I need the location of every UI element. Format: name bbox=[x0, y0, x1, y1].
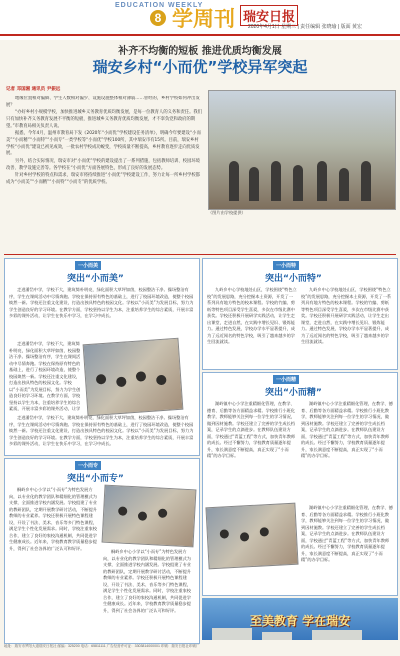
lead-paragraph: 另外，结合实际情况，瑞安市对“小而优”学校的建设提出了一系列措施，包括教师培训、校园环境改善、教学设施完善等。各学校在“小而优”方面各展特色，形成了良好的发展态势。 bbox=[6, 158, 200, 171]
section-text: 湖岭镇中心小学注重精细化管理，在教学、德育、后勤等各方面精益求精。学校推行小班化教学，教师能够关注到每一位学生的学习情况，做到因材施教。学校还建立了完善的学生成长档案，记录学生的点滴进步。在教师队伍建设方面，学校通过“青蓝工程”等方式，加快青年教师的成长。经过不懈努力，学校教育质量逐年提升，家长满意度不断提高，真正实现了“小而精”的办学目标。 bbox=[207, 401, 296, 458]
section-text-extra: 湖岭镇中心小学注重精细化管理，在教学、德育、后勤等各方面精益求精。学校推行小班化教学，教师能够关注到每一位学生的学习情况，做到因材施教。学校还建立了完善的学生成长档案，记录学生的点滴进步。在教师队伍建设方面，学校通过“青蓝工程”等方式，加快青年教师的成长。经过不懈努力，学校教育质量逐年提升，家长满意度不断提高，真正实现了“小而精”的办学目标。 bbox=[301, 505, 393, 562]
section-xiao-er-mei bbox=[4, 258, 200, 456]
edu-weekly-label: EDUCATION WEEKLY bbox=[115, 2, 204, 9]
section-xiao-er-jing bbox=[202, 372, 398, 596]
section-text-more: 九岭乡中心学校地处山区，学校围绕“特色立校”的发展思路，充分挖掘本土资源，开发了一系列具有地方特色的校本课程。学校的竹编、剪纸等特色项目深受学生喜爱，多次在市级比赛中获奖。学校还积极开展研学实践活动，让学生走出课堂，走进自然，在实践中增长见识、锻炼能力。通过特色发展，学校办学水平显著提升，成为了远近闻名的特色学校，吸引了越来越多的学生回流就读。 bbox=[301, 287, 392, 344]
section-tag: 一小而特 bbox=[273, 261, 299, 270]
section-heading: 突出“小而专” bbox=[67, 474, 124, 484]
lead-byline: 记者 邓国湘 通讯员 尹振远 bbox=[6, 87, 61, 92]
header-rule bbox=[0, 34, 400, 36]
students-photo bbox=[102, 485, 197, 548]
section-tag: 一小而美 bbox=[75, 261, 101, 270]
date-line: 2020年4月1日 星期三 | 责任编辑 张晓瑜 | 版面 黄宏 bbox=[248, 24, 363, 30]
page-footer: 地址：瑞安市罗阳大道瑞安日报社 邮编：325200 电话：65811111 广告经营许可证：3303814000001 印刷：瑞安日报社印刷厂 bbox=[4, 644, 200, 648]
section-text-more: 湖岭镇中心小学注重精细化管理，在教学、德育、后勤等各方面精益求精。学校推行小班化教学，教师能够关注到每一位学生的学习情况，做到因材施教。学校还建立了完善的学生成长档案，记录学生的点滴进步。在教师队伍建设方面，学校通过“青蓝工程”等方式，加快青年教师的成长。经过不懈努力，学校教育质量逐年提升，家长满意度不断提高，真正实现了“小而精”的办学目标。 bbox=[301, 401, 393, 458]
section-tag: 一小而专 bbox=[75, 461, 101, 470]
page-header bbox=[0, 0, 400, 40]
lead-paragraph: “办好乡村小规模学校，加快推进城乡义务教育优质均衡发展，是每一位教育人的义务和责任。我们只有加快补齐义务教育发展不平衡的短板，推进城乡义务教育优质均衡发展，才不辜负党和政府的期望。”市教育局相关负责人说。 bbox=[6, 110, 202, 129]
section-heading: 突出“小而美” bbox=[67, 274, 124, 284]
section-heading: 突出“小而特” bbox=[265, 274, 322, 284]
lead-paragraph: 针对乡村学校的特点和需求，瑞安市将持续推进“小而优”学校建设工作，努力让每一所乡村学校都成为“小而美”“小而精”“小而特”“小而专”的优质学校。 bbox=[6, 173, 200, 185]
lead-article bbox=[6, 96, 202, 254]
section-xiao-er-te bbox=[202, 258, 398, 370]
section-tag: 一小而精 bbox=[273, 375, 299, 384]
banner-slogan: 至美教育 学在瑞安 bbox=[249, 614, 351, 628]
sub-headline: 补齐不均衡的短板 推进优质均衡发展 bbox=[118, 46, 282, 57]
classroom-photo bbox=[83, 338, 184, 417]
page-number-badge: 8 bbox=[150, 10, 166, 26]
activity-photo bbox=[205, 503, 298, 570]
section-title: 学周刊 bbox=[172, 7, 235, 31]
section-heading: 突出“小而精” bbox=[265, 388, 322, 398]
section-text-side: 走进潘岱中学，学校不大，建筑简朴明亮，绿化面积大草坪如茵，校园整洁干净。操场整洁有序，学生在课间活动中尽情奔跑。学校在保持原有特色的基础上，进行了校园环境改造，使整个校园焕然一新。学校还注重文化建设，打造出独具特色的校园文化。学校以“小而美”为发展目标，努力为学生创造良好的学习环境。在教学方面，学校坚持以学生为本，注重培养学生的综合素质，开展丰富多彩的课外活动，让学 bbox=[9, 341, 81, 411]
section-text-more: 桐岭乡中心小学以“小而专”为特色发展方向，以专业化的教学团队和精细化的管理模式为支撑，全面推进学校内涵发展。学校组建了专业的教研团队，定期开展教学研讨活动，不断提升教师的专业素养。学校还积极开展特色课程建设，开设了书法、美术、音乐等多门特色课程，满足学生个性化发展需求。同时，学校注重家校合作，建立了良好的家校沟通机制，共同促进学生健康成长。近年来，学校教育教学质量稳步提升，得到了社会各界的广泛认可和好评。 bbox=[103, 549, 191, 613]
section-divider bbox=[4, 254, 396, 255]
main-headline: 瑞安乡村“小而优”学校异军突起 bbox=[92, 58, 308, 76]
section-text: 走进潘岱中学，学校不大，建筑简朴明亮，绿化面积大草坪如茵，校园整洁干净。操场整洁有序，学生在课间活动中尽情奔跑。学校在保持原有特色的基础上，进行了校园环境改造，使整个校园焕然一新。学校还注重文化建设，打造出独具特色的校园文化。学校以“小而美”为发展目标，努力为学生创造良好的学习环境。在教学方面，学校坚持以学生为本，注重培养学生的综合素质，开展丰富多彩的课外活动，让学生在快乐中学习，在学习中成长。 bbox=[9, 287, 194, 318]
section-text: 桐岭乡中心小学以“小而专”为特色发展方向，以专业化的教学团队和精细化的管理模式为支撑，全面推进学校内涵发展。学校组建了专业的教研团队，定期开展教学研讨活动，不断提升教师的专业素养。学校还积极开展特色课程建设，开设了书法、美术、音乐等多门特色课程，满足学生个性化发展需求。同时，学校注重家校合作，建立了良好的家校沟通机制，共同促进学生健康成长。近年来，学校教育教学质量稳步提升，得到了社会各界的广泛认可和好评。 bbox=[9, 487, 97, 551]
lead-photo bbox=[208, 90, 396, 210]
lead-paragraph: 据悉，今年4月，温州市教育局下发《2020年“小而优”学校建设任务清单》，明确今年要建设“小而美”“小而精”“小而特”“小而专”一类学校等“小而优”学校100所，其中瑞安市有15所。目前，瑞安乡村学校“小而优”建设已初见成效，一批农村学校成功蜕变，学校质量不断提高，乡村教育逐步走向优质发展。 bbox=[6, 131, 201, 157]
photo-caption: （图片由学校提供） bbox=[208, 210, 246, 215]
section-text-more: 走进潘岱中学，学校不大，建筑简朴明亮，绿化面积大草坪如茵，校园整洁干净。操场整洁有序，学生在课间活动中尽情奔跑。学校在保持原有特色的基础上，进行了校园环境改造，使整个校园焕然一新。学校还注重文化建设，打造出独具特色的校园文化。学校以“小而美”为发展目标，努力为学生创造良好的学习环境。在教学方面，学校坚持以学生为本，注重培养学生的综合素质，开展丰富多彩的课外活动，让学生在快乐中学习，在学习中成长。 bbox=[9, 415, 194, 446]
section-text: 九岭乡中心学校地处山区，学校围绕“特色立校”的发展思路，充分挖掘本土资源，开发了一系列具有地方特色的校本课程。学校的竹编、剪纸等特色项目深受学生喜爱，多次在市级比赛中获奖。学校还积极开展研学实践活动，让学生走出课堂，走进自然，在实践中增长见识、锻炼能力。通过特色发展，学校办学水平显著提升，成为了远近闻名的特色学校，吸引了越来越多的学生回流就读。 bbox=[207, 287, 297, 344]
newspaper-logo: 瑞安日报 bbox=[240, 5, 298, 26]
lead-paragraph: 地缘位置相对偏僻、学生人数相对偏少、设施设施整体相对薄弱……曾经的，乡村学校如何冲出发展？ bbox=[6, 96, 200, 108]
section-xiao-er-zhuan bbox=[4, 458, 200, 644]
slogan-banner bbox=[202, 598, 398, 640]
